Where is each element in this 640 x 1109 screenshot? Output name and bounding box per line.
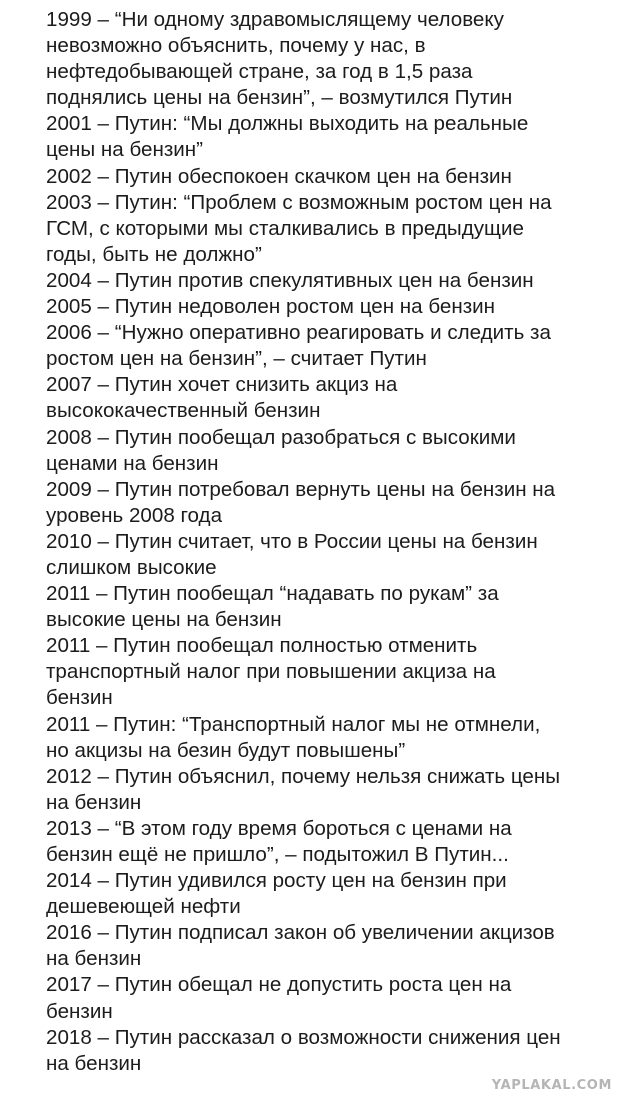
watermark: YAPLAKAL.COM (491, 1078, 612, 1093)
timeline-entry: 2011 – Путин пообещал “надавать по рукам” за высокие цены на бензин (46, 582, 499, 632)
timeline-entry: 2014 – Путин удивился росту цен на бензин при дешевеющей нефти (46, 869, 507, 919)
timeline-entry: 2012 – Путин объяснил, почему нельзя снижать цены на бензин (46, 764, 561, 814)
timeline-entry: 2011 – Путин: “Транспортный налог мы не отмнели, но акцизы на безин будут повышены” (46, 712, 541, 762)
timeline-entry: 2008 – Путин пообещал разобраться с высокими ценами на бензин (46, 425, 516, 475)
timeline-entry: 2016 – Путин подписал закон об увеличении акцизов на бензин (46, 921, 555, 971)
timeline-entry: 2010 – Путин считает, что в России цены на бензин слишком высокие (46, 529, 538, 579)
timeline-entry: 2009 – Путин потребовал вернуть цены на бензин на уровень 2008 года (46, 477, 556, 527)
timeline-entry: 2006 – “Нужно оперативно реагировать и следить за ростом цен на бензин”, – считает Путин (46, 321, 551, 371)
timeline-list (46, 7, 634, 1077)
timeline-entry: 1999 – “Ни одному здравомыслящему человеку невозможно объяснить, почему у нас, в нефтедобывающей стране, за год в 1,5 раза поднялись цены на бензин”, – возмутился Путин (46, 8, 513, 110)
timeline-entry: 2004 – Путин против спекулятивных цен на бензин (46, 268, 534, 292)
timeline-entry: 2011 – Путин пообещал полностью отменить транспортный налог при повышении акциза на бензин (46, 634, 496, 710)
timeline-entry: 2002 – Путин обеспокоен скачком цен на бензин (46, 164, 512, 188)
timeline-entry: 2007 – Путин хочет снизить акциз на высококачественный бензин (46, 373, 398, 423)
timeline-entry: 2003 – Путин: “Проблем с возможным ростом цен на ГСМ, с которыми мы сталкивались в предыдущие годы, быть не должно” (46, 190, 552, 266)
timeline-entry: 2005 – Путин недоволен ростом цен на бензин (46, 295, 496, 319)
timeline-entry: 2013 – “В этом году время бороться с ценами на бензин ещё не пришло”, – подытожил В Путин... (46, 816, 512, 866)
timeline-entry: 2018 – Путин рассказал о возможности снижения цен на бензин (46, 1025, 561, 1075)
timeline-entry: 2017 – Путин обещал не допустить роста цен на бензин (46, 973, 512, 1023)
timeline-entry: 2001 – Путин: “Мы должны выходить на реальные цены на бензин” (46, 112, 529, 162)
